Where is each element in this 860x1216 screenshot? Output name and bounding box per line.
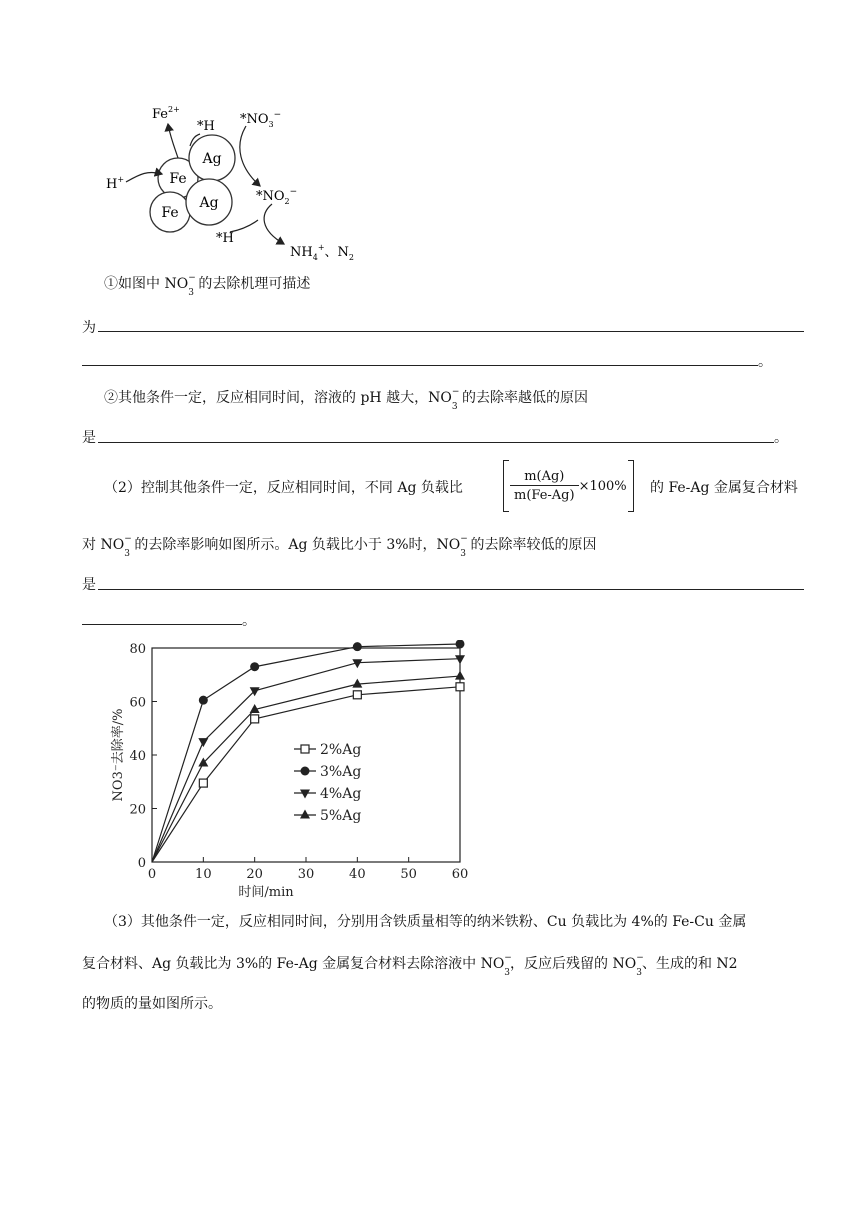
part2-end-mark: 。: [242, 613, 256, 629]
fe-label-2: Fe: [161, 205, 179, 221]
data-point: [251, 715, 259, 723]
part2-line2: 对 $NO_3$ − 的去除率影响如图所示。Ag 负载比小于 3%时，$NO_3$ − 的去除率较低的原因: [82, 534, 597, 559]
y-tick-label: 60: [129, 695, 146, 711]
data-point: [353, 642, 362, 651]
star-h-label-1: *H: [197, 119, 215, 134]
removal-rate-chart: [104, 640, 484, 902]
ag-label-1: Ag: [202, 151, 222, 167]
q2-answer-line[interactable]: [98, 442, 774, 443]
legend-label: 5%Ag: [320, 808, 362, 824]
x-tick-label: 20: [246, 867, 263, 882]
legend-marker: [301, 767, 310, 776]
legend-marker: [300, 810, 310, 819]
data-point: [455, 655, 465, 664]
y-tick-label: 40: [129, 749, 146, 764]
star-h-label-2: *H: [216, 231, 234, 246]
ag-ratio-formula: [503, 460, 634, 512]
part2-answer-line-1[interactable]: [98, 589, 804, 590]
part2-answer-prefix: 是: [82, 577, 96, 593]
data-point: [199, 779, 207, 787]
legend-label: 3%Ag: [320, 764, 362, 780]
q1-answer-line-2[interactable]: [82, 365, 758, 366]
y-tick-label: 20: [129, 802, 146, 818]
data-point: [352, 679, 362, 688]
data-point: [456, 683, 464, 691]
data-point: [455, 671, 465, 680]
x-tick-label: 50: [400, 867, 417, 882]
part2-after: 的 Fe-Ag 金属复合材料: [650, 480, 798, 496]
ag-label-2: Ag: [199, 195, 219, 211]
mechanism-diagram: [100, 96, 390, 264]
x-tick-label: 0: [147, 867, 157, 882]
fe2-arrow: [168, 124, 178, 158]
data-point: [198, 738, 208, 747]
q1-answer-prefix: 为: [82, 320, 96, 336]
part3-line3: 的物质的量如图所示。: [82, 996, 222, 1012]
no2-label: $*NO_2^-$: [256, 187, 298, 206]
legend-marker: [301, 745, 309, 753]
legend-label: 4%Ag: [320, 786, 362, 802]
data-point: [250, 662, 259, 671]
data-point: [353, 691, 361, 699]
x-tick-label: 60: [451, 867, 469, 882]
x-axis-label: 时间/min: [238, 885, 294, 900]
y-axis-label: NO3⁻去除率/%: [111, 708, 126, 802]
no2-arrow: [264, 204, 284, 244]
h-plus-arrow: [126, 172, 162, 182]
products-label: $NH_4^+$、$N_2$: [290, 243, 354, 262]
part2-answer-line-2[interactable]: [82, 624, 242, 625]
h-arrow-2: [230, 220, 258, 232]
q1-end-mark: 。: [758, 354, 772, 370]
part2-lead: （2）控制其他条件一定，反应相同时间，不同 Ag 负载比: [104, 480, 463, 496]
legend-marker: [300, 790, 310, 799]
q2-answer-prefix: 是: [82, 430, 96, 446]
x-tick-label: 10: [195, 867, 212, 882]
formula-numerator: m(Ag): [510, 469, 579, 486]
data-point: [456, 640, 465, 648]
x-tick-label: 30: [297, 867, 315, 882]
fe-label-1: Fe: [169, 171, 187, 187]
y-tick-label: 80: [129, 642, 146, 657]
series-line: [152, 659, 460, 862]
formula-tail: ×100%: [578, 478, 627, 494]
no3-arrow: [240, 126, 260, 186]
data-point: [199, 696, 208, 705]
y-tick-label: 0: [137, 856, 146, 871]
no3-label: $*NO_3^-$: [240, 110, 282, 129]
formula-denominator: m(Fe-Ag): [514, 488, 575, 503]
fe2-label: $Fe^{2+}$: [152, 105, 180, 122]
q2-end-mark: 。: [774, 430, 788, 446]
q2-text: ②其他条件一定，反应相同时间，溶液的 pH 越大，$NO_3$ − 的去除率越低的原因: [104, 387, 588, 412]
legend-label: 2%Ag: [320, 742, 362, 758]
q1-answer-line-1[interactable]: [98, 331, 804, 332]
part3-line1: （3）其他条件一定，反应相同时间，分别用含铁质量相等的纳米铁粉、Cu 负载比为 4%的 Fe-Cu 金属: [104, 914, 747, 930]
x-tick-label: 40: [349, 867, 366, 882]
h-plus-label: H+: [106, 175, 125, 192]
q1-text: ①如图中 $NO_3$ − 的去除机理可描述: [104, 273, 311, 298]
part3-line2: 复合材料、Ag 负载比为 3%的 Fe-Ag 金属复合材料去除溶液中 $NO_3$ − ，反应后残留的 $NO_3$ − 、生成的和 N2: [82, 953, 738, 978]
